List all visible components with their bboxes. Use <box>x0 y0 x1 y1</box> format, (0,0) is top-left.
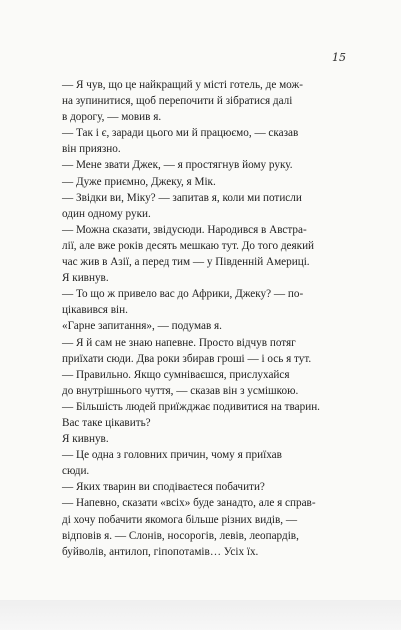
text-line: — Більшість людей приїжджає подивитися на тварин. <box>62 400 320 413</box>
text-line: — Звідки ви, Міку? — запитав я, коли ми потисли <box>62 191 302 204</box>
paragraph <box>52 495 350 559</box>
paragraph <box>52 270 350 286</box>
text-line: Я кивнув. <box>62 433 109 446</box>
text-line: — Я й сам не знаю напевне. Просто відчув потяг <box>62 336 296 349</box>
text-line: цікавився він. <box>62 304 128 317</box>
text-line: буйволів, антилоп, гіпопотамів… Усіх їх. <box>62 545 259 558</box>
text-line: ді хочу побачити якомога більше різних видів, — <box>62 513 298 526</box>
text-line: — Я чув, що це найкращий у місті готель, де мож- <box>62 79 303 91</box>
text-line: — Напевно, сказати «всіх» буде занадто, але я справ- <box>62 497 316 510</box>
text-line: він приязно. <box>62 143 121 156</box>
paragraph <box>52 318 350 334</box>
text-line: — Яких тварин ви сподіваєтеся побачити? <box>62 481 265 494</box>
text-line: — Правильно. Якщо сумніваєшся, прислухайся <box>62 368 290 381</box>
text-line: до внутрішнього чуття, — сказав він з усмішкою. <box>62 384 299 397</box>
paragraph <box>52 125 350 157</box>
paragraph <box>52 447 350 479</box>
text-line: Вас таке цікавить? <box>62 416 151 429</box>
paragraph <box>52 174 350 190</box>
paragraph <box>52 222 350 270</box>
text-line: — Це одна з головних причин, чому я приїхав <box>62 449 282 462</box>
text-line: — Мене звати Джек, — я простягнув йому руку. <box>62 159 293 172</box>
text-line: відповів я. — Слонів, носорогів, левів, леопардів, <box>62 529 299 542</box>
text-line: сюди. <box>62 465 90 478</box>
text-line: лії, але вже років десять мешкаю тут. До того деякий <box>62 239 315 252</box>
text-line: Я кивнув. <box>62 272 109 285</box>
text-line: — Можна сказати, звідусюди. Народився в Австра- <box>62 223 307 236</box>
text-line: — То що ж привело вас до Африки, Джеку? — по- <box>62 288 304 301</box>
paragraph <box>52 335 350 367</box>
body-text <box>52 77 350 560</box>
paragraph <box>52 157 350 173</box>
text-line: «Гарне запитання», — подумав я. <box>62 320 222 333</box>
bottom-margin <box>0 600 401 630</box>
paragraph <box>52 367 350 431</box>
text-line: час жив в Азії, а перед тим — у Південній Америці. <box>62 256 310 269</box>
paragraph <box>52 479 350 495</box>
paragraph <box>52 190 350 222</box>
text-line: приїхати сюди. Два роки збирав гроші — і ось я тут. <box>62 352 312 365</box>
paragraph <box>52 431 350 447</box>
page-number: 15 <box>332 51 346 64</box>
text-line: — Так і є, заради цього ми й працюємо, — сказав <box>62 127 299 140</box>
text-line: один одному руки. <box>62 207 151 220</box>
paragraph <box>52 286 350 318</box>
text-line: в дорогу, — мовив я. <box>62 111 162 124</box>
text-line: — Дуже приємно, Джеку, я Мік. <box>62 175 216 188</box>
text-line: на зупинитися, щоб перепочити й зібратися далі <box>62 95 293 108</box>
paragraph <box>52 77 350 125</box>
